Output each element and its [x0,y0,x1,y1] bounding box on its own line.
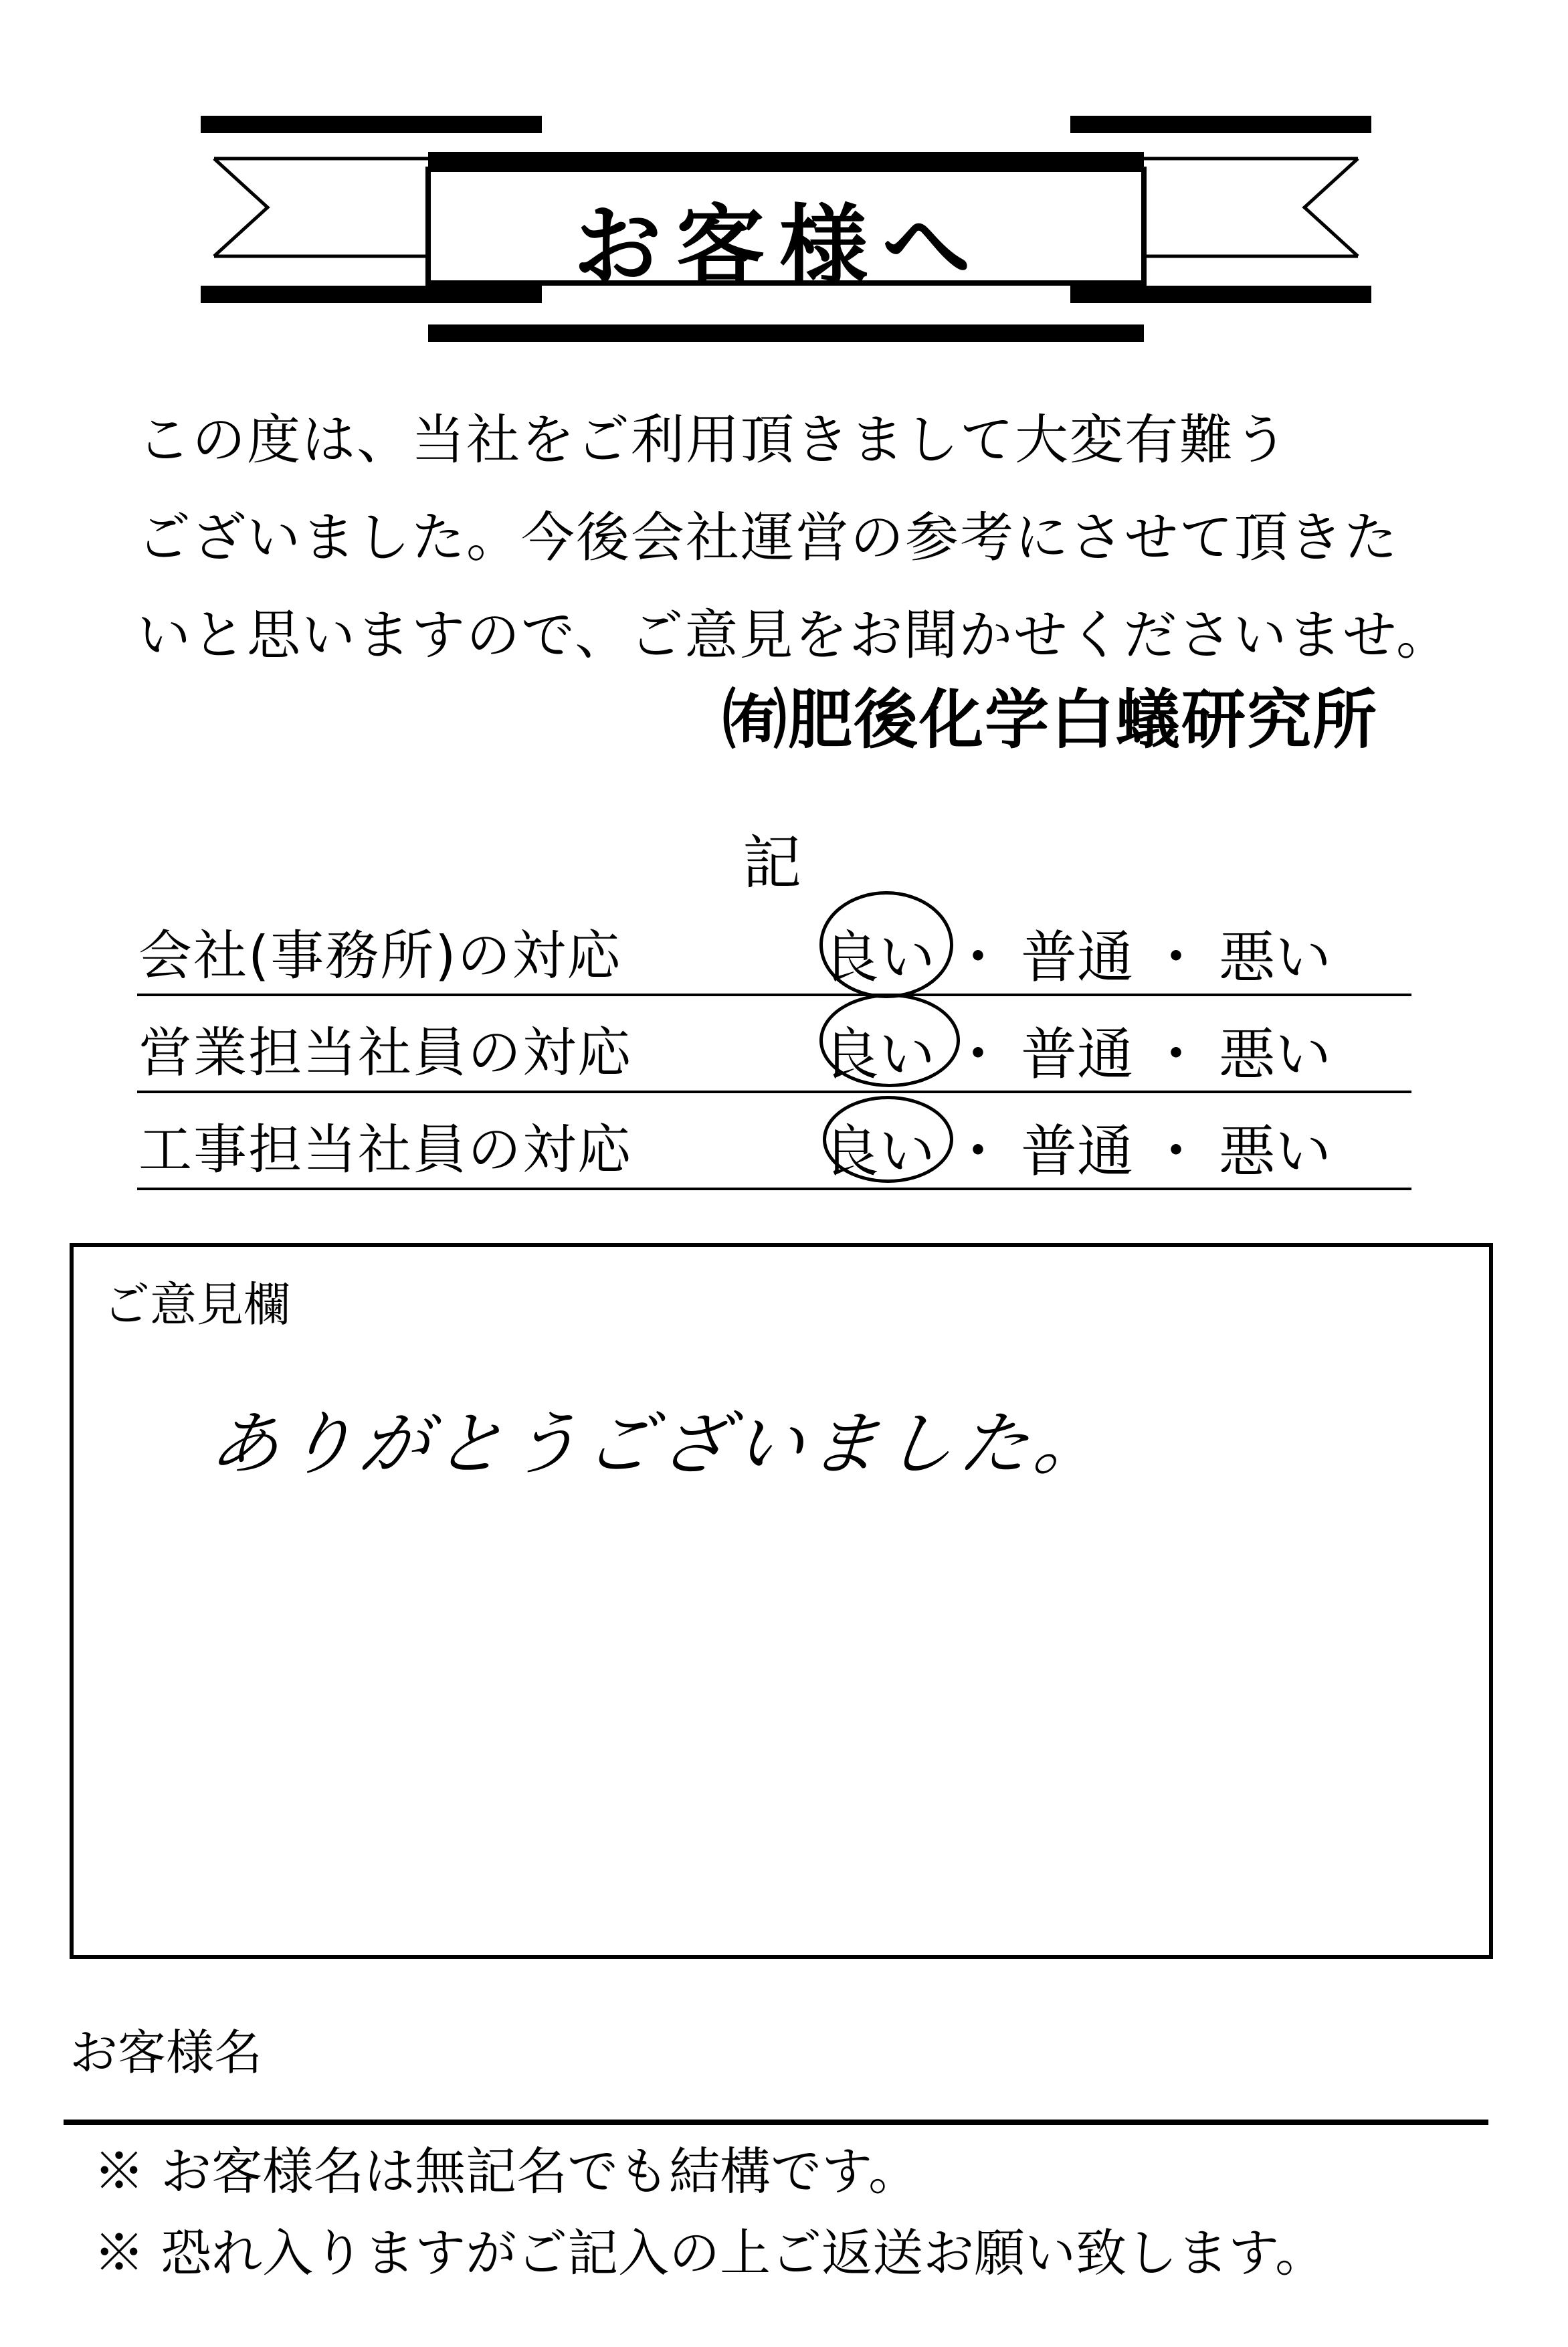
evaluation-label: 工事担当社員の対応 [138,1119,632,1181]
company-name: ㈲肥後化学白蟻研究所 [722,682,1378,757]
evaluation-label: 会社(事務所)の対応 [138,925,622,987]
option-separator: ・ [950,1119,1007,1184]
customer-name-label: お客様名 [70,2025,263,2081]
option-normal[interactable]: 普通 [1021,1022,1134,1087]
option-normal[interactable]: 普通 [1021,925,1134,990]
option-good[interactable]: 良い [823,925,936,990]
intro-line: ございました。今後会社運営の参考にさせて頂きた [137,506,1399,569]
intro-paragraph [137,391,1451,684]
selected-circle-mark [823,1096,953,1183]
opinion-handwritten-text: ありがとうございました。 [205,1403,1114,1485]
option-normal[interactable]: 普通 [1021,1119,1134,1184]
selected-circle-mark [819,891,953,998]
option-bad[interactable]: 悪い [1219,1022,1332,1087]
evaluation-label: 営業担当社員の対応 [138,1022,632,1084]
selected-circle-mark [819,994,960,1087]
ki-heading: 記 [743,828,802,897]
option-separator: ・ [1148,925,1205,990]
title-banner [194,110,1378,358]
footer-notes [94,2131,1326,2294]
note-line: ※ お客様名は無記名でも結構です。 [94,2142,920,2201]
option-separator: ・ [950,925,1007,990]
evaluation-row-company [137,897,1411,996]
option-separator: ・ [950,1022,1007,1087]
customer-name-line[interactable] [64,2120,1488,2125]
page-title: お客様へ [573,195,985,298]
option-separator: ・ [1148,1119,1205,1184]
note-line: ※ 恐れ入りますがご記入の上ご返送お願い致します。 [94,2223,1327,2283]
option-bad[interactable]: 悪い [1219,925,1332,990]
evaluation-row-sales [137,994,1411,1093]
opinion-box[interactable] [70,1243,1493,1959]
option-good[interactable]: 良い [823,1119,936,1184]
option-good[interactable]: 良い [823,1022,936,1087]
intro-line: いと思いますので、ご意見をお聞かせくださいませ。 [137,604,1451,666]
option-bad[interactable]: 悪い [1219,1119,1332,1184]
evaluation-row-construction [137,1091,1411,1190]
intro-line: この度は、当社をご利用頂きまして大変有難う [137,409,1289,471]
opinion-label: ご意見欄 [103,1277,290,1332]
option-separator: ・ [1148,1022,1205,1087]
